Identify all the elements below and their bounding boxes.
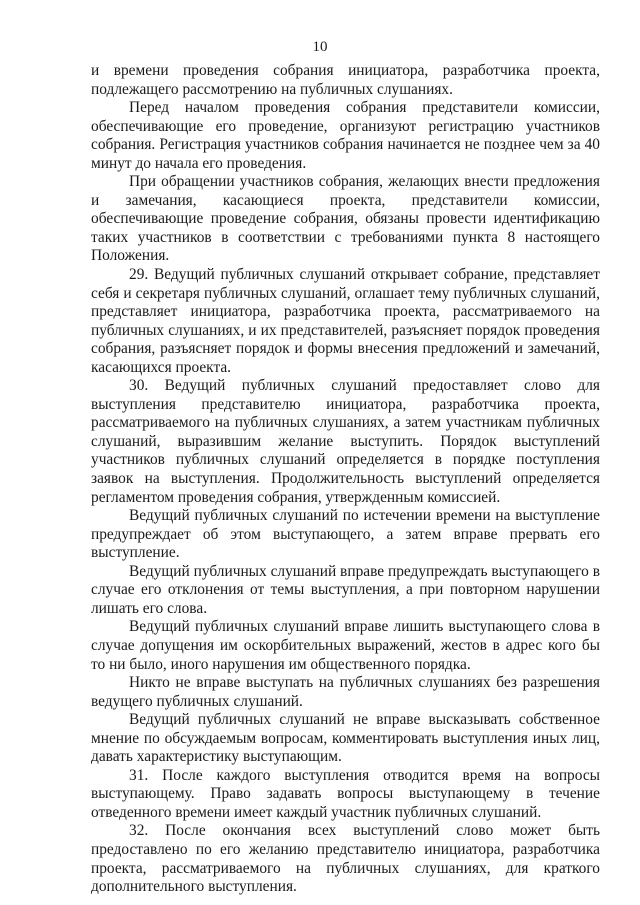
paragraph-time-warning: Ведущий публичных слушаний по истечении времени на выступление предупреждает об этом выступающего, а затем вправе прервать его выступление. xyxy=(91,507,600,562)
paragraph-topic-deviation: Ведущий публичных слушаний вправе предупреждать выступающего в случае его отклонения от темы выступления, а при повторном нарушении лишать его слова. xyxy=(91,562,600,617)
paragraph-registration: Перед началом проведения собрания представители комиссии, обеспечивающие его проведение, организуют регистрацию участников собрания. Регистрация участников собрания начинается не позднее чем за 40 минут до начала его проведения. xyxy=(91,99,600,172)
paragraph-item-32: 32. После окончания всех выступлений слово может быть предоставлено по его желанию представителю инициатора, разработчика проекта, рассматриваемого на публичных слушаниях, для краткого дополнительного выступления. xyxy=(91,822,600,896)
paragraph-public-order: Ведущий публичных слушаний вправе лишить выступающего слова в случае допущения им оскорбительных выражений, жестов в адрес кого бы то ни было, иного нарушения им общественного порядка. xyxy=(91,618,600,673)
page-number: 10 xyxy=(312,39,328,55)
document-body xyxy=(91,62,600,897)
paragraph-item-29: 29. Ведущий публичных слушаний открывает собрание, представляет себя и секретаря публичных слушаний, оглашает тему публичных слушаний, представляет инициатора, разработчика проекта, рассматриваемого на публичных слушаниях, и их представителей, разъясняет порядок проведения собрания, разъясняет порядок и формы внесения предложений и замечаний, касающихся проекта. xyxy=(91,266,600,376)
paragraph-item-31: 31. После каждого выступления отводится время на вопросы выступающему. Право задавать вопросы выступающему в течение отведенного времени имеет каждый участник публичных слушаний. xyxy=(91,766,600,821)
paragraph-item-30: 30. Ведущий публичных слушаний предоставляет слово для выступления представителю инициатора, разработчика проекта, рассматриваемого на публичных слушаниях, а затем участникам публичных слушаний, выразившим желание выступить. Порядок выступлений участников публичных слушаний определяется в порядке поступления заявок на выступления. Продолжительность выступлений определяется регламентом проведения собрания, утвержденным комиссией. xyxy=(91,377,600,506)
paragraph-host-restrictions: Ведущий публичных слушаний не вправе высказывать собственное мнение по обсуждаемым вопросам, комментировать выступления иных лиц, давать характеристику выступающим. xyxy=(91,711,600,766)
paragraph-identification: При обращении участников собрания, желающих внести предложения и замечания, касающиеся проекта, представители комиссии, обеспечивающие проведение собрания, обязаны провести идентификацию таких участников в соответствии с требованиями пункта 8 настоящего Положения. xyxy=(91,173,600,265)
paragraph-continuation: и времени проведения собрания инициатора, разработчика проекта, подлежащего рассмотрению на публичных слушаниях. xyxy=(91,62,600,98)
paragraph-permission: Никто не вправе выступать на публичных слушаниях без разрешения ведущего публичных слушаний. xyxy=(91,674,600,710)
